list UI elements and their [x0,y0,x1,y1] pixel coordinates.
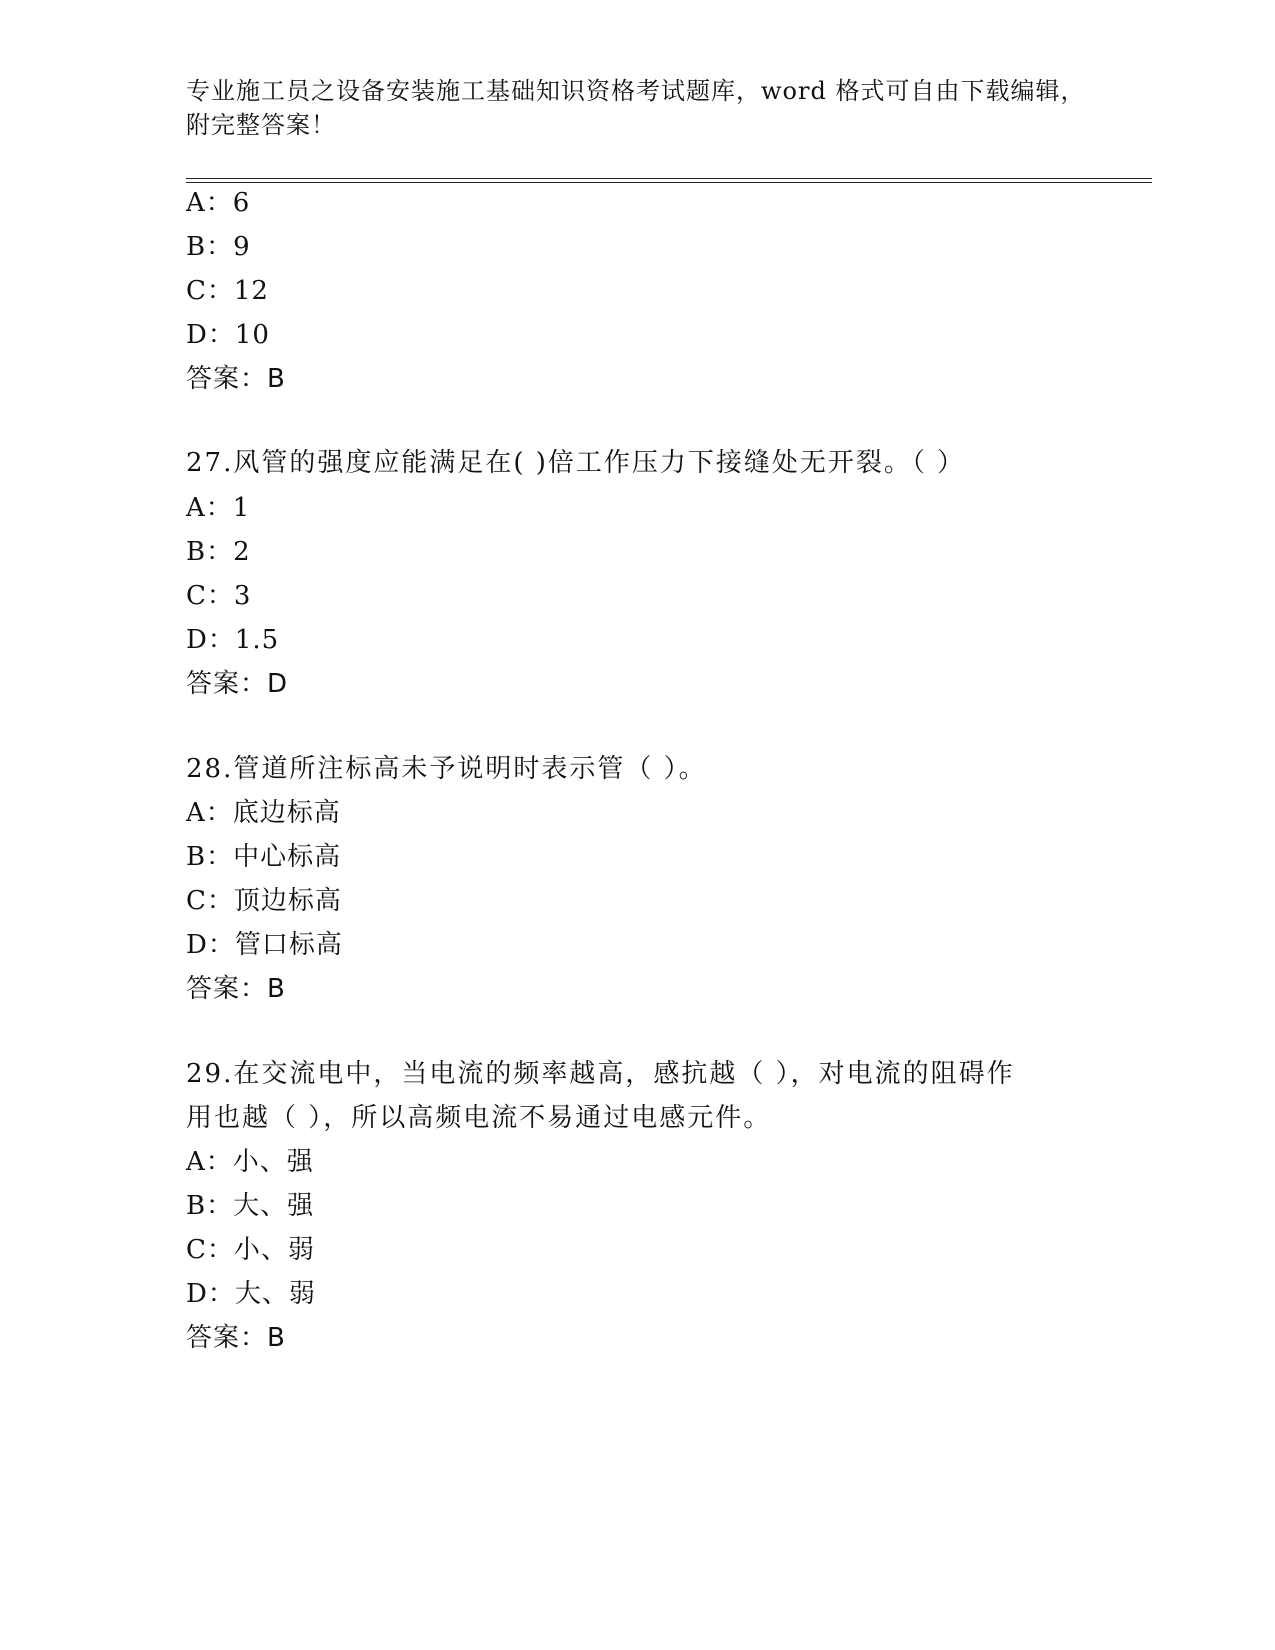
q29-option-a: A：小、强 [186,1147,314,1177]
q29-option-c: C：小、弱 [186,1235,315,1265]
q27-option-a: A：1 [186,493,251,523]
q29-option-b: B：大、强 [186,1191,315,1221]
q29-answer: 答案：B [186,1323,286,1353]
q26-option-d: D：10 [186,320,270,350]
q28-option-c: C：顶边标高 [186,886,342,916]
q27-option-d: D：1.5 [186,625,280,655]
q28-question: 28.管道所注标高未予说明时表示管（ ）。 [186,754,707,784]
q29-question-line-1: 29.在交流电中，当电流的频率越高，感抗越（ ），对电流的阻碍作 [186,1059,1015,1089]
q27-answer: 答案：D [186,669,289,699]
q28-answer: 答案：B [186,974,286,1004]
document-header [186,74,1086,142]
q28-option-b: B：中心标高 [186,842,342,872]
q27-question: 27.风管的强度应能满足在( )倍工作压力下接缝处无开裂。（ ） [186,448,966,478]
header-divider-top [186,178,1152,179]
header-divider-bottom [186,182,1152,183]
q27-option-b: B：2 [186,537,251,567]
header-line-2: 附完整答案！ [186,111,336,139]
q26-answer: 答案：B [186,364,286,394]
q29-question-line-2: 用也越（ ），所以高频电流不易通过电感元件。 [186,1103,772,1133]
q27-option-c: C：3 [186,581,252,611]
q28-option-d: D：管口标高 [186,930,343,960]
header-line-1: 专业施工员之设备安装施工基础知识资格考试题库，word 格式可自由下载编辑， [186,77,1086,105]
q26-option-a: A：6 [186,188,251,218]
q26-option-b: B：9 [186,232,251,262]
q26-option-c: C：12 [186,276,269,306]
q28-option-a: A：底边标高 [186,798,341,828]
q29-option-d: D：大、弱 [186,1279,316,1309]
